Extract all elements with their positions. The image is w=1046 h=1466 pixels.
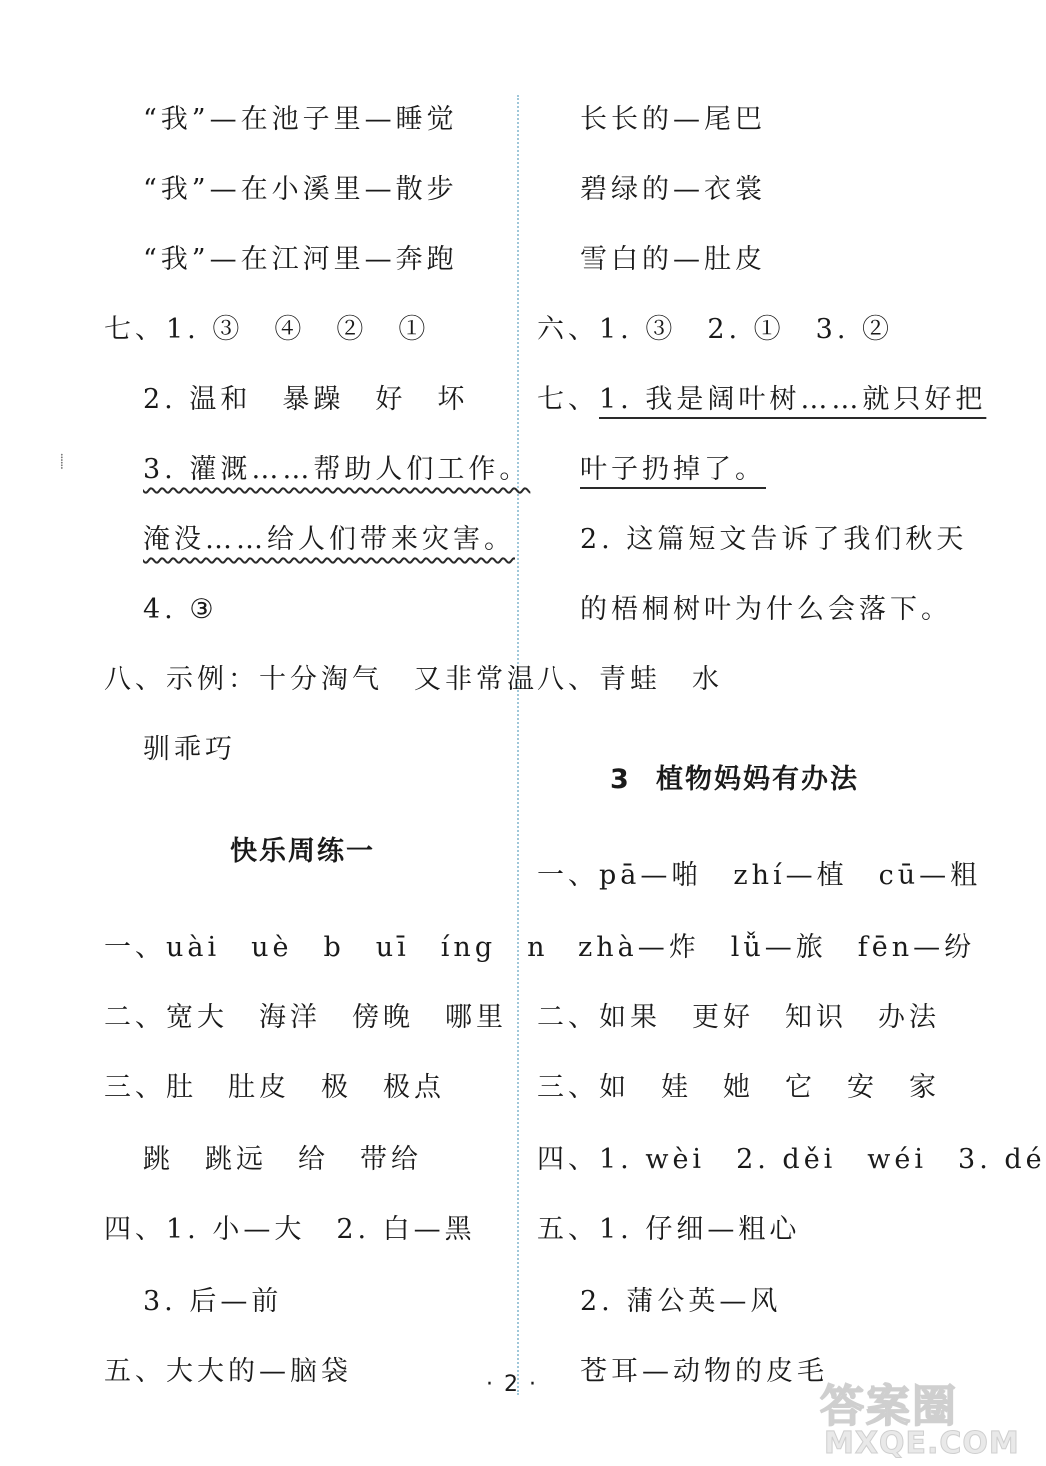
right-line-6 bbox=[580, 452, 766, 488]
left-line-14: 跳 跳远 给 带给 bbox=[143, 1144, 422, 1175]
left-line-9: 八、示例：十分淘气 又非常温 bbox=[104, 664, 538, 695]
left-line-17: 五、大大的—脑袋 bbox=[104, 1356, 352, 1387]
left-line-2: “我”—在小溪里—散步 bbox=[143, 174, 458, 205]
right-line-8: 的梧桐树叶为什么会落下。 bbox=[580, 594, 952, 625]
column-divider bbox=[517, 95, 519, 1395]
left-line-4: 七、1. ③ ④ ② ① bbox=[104, 314, 430, 345]
wavy-underlined-answer-1: 3. 灌溉……帮助人们工作。 bbox=[143, 454, 531, 485]
right-line-9: 八、青蛙 水 bbox=[537, 664, 723, 695]
watermark-logo bbox=[820, 1370, 1020, 1461]
left-line-3: “我”—在江河里—奔跑 bbox=[143, 244, 458, 275]
underlined-answer-1: 1. 我是阔叶树……就只好把 bbox=[599, 384, 987, 415]
watermark-bottom-text: MXQE.COM bbox=[824, 1426, 1020, 1461]
right-line-2: 碧绿的—衣裳 bbox=[580, 174, 766, 205]
watermark-top-text: 答案圈 bbox=[820, 1381, 958, 1432]
right-line-12: 二、如果 更好 知识 办法 bbox=[537, 1002, 940, 1033]
right-line-5 bbox=[537, 382, 986, 418]
right-line-16: 2. 蒲公英—风 bbox=[580, 1286, 782, 1317]
left-line-6 bbox=[143, 452, 530, 488]
left-line-15: 四、1. 小—大 2. 白—黑 bbox=[104, 1214, 476, 1245]
section-heading-lesson-title: 植物妈妈有办法 bbox=[656, 764, 859, 795]
left-line-16: 3. 后—前 bbox=[143, 1286, 283, 1317]
left-line-5: 2. 温和 暴躁 好 坏 bbox=[143, 384, 469, 415]
margin-scan-mark: ⸽ bbox=[60, 454, 64, 470]
left-line-10: 驯乖巧 bbox=[143, 734, 236, 765]
right-line-11: zhà—炸 lǚ—旅 fēn—纷 bbox=[578, 932, 976, 963]
wavy-underlined-answer-2: 淹没……给人们带来灾害。 bbox=[143, 524, 515, 555]
section-heading-lesson-number: 3 bbox=[610, 764, 631, 795]
right-line-15: 五、1. 仔细—粗心 bbox=[537, 1214, 801, 1245]
underlined-answer-2: 叶子扔掉了。 bbox=[580, 454, 766, 485]
left-line-8: 4. ③ bbox=[143, 594, 218, 625]
right-line-7: 2. 这篇短文告诉了我们秋天 bbox=[580, 524, 968, 555]
right-line-13: 三、如 娃 她 它 安 家 bbox=[537, 1072, 940, 1103]
left-line-1: “我”—在池子里—睡觉 bbox=[143, 104, 458, 135]
left-line-13: 三、肚 肚皮 极 极点 bbox=[104, 1072, 445, 1103]
right-line-14: 四、1. wèi 2. děi wéi 3. dé bbox=[537, 1144, 1046, 1175]
left-line-7 bbox=[143, 522, 515, 558]
left-line-12: 二、宽大 海洋 傍晚 哪里 bbox=[104, 1002, 507, 1033]
right-line-3: 雪白的—肚皮 bbox=[580, 244, 766, 275]
right-line-1: 长长的—尾巴 bbox=[580, 104, 766, 135]
right-line-5-prefix: 七、 bbox=[537, 384, 599, 415]
right-line-17: 苍耳—动物的皮毛 bbox=[580, 1356, 828, 1387]
right-line-10: 一、pā—啪 zhí—植 cū—粗 bbox=[537, 860, 982, 891]
right-line-4: 六、1. ③ 2. ① 3. ② bbox=[537, 314, 894, 345]
page-number: · 2 · bbox=[486, 1372, 538, 1397]
left-line-11: 一、uài uè b uī íng n bbox=[104, 932, 549, 963]
section-heading-weekly-practice: 快乐周练一 bbox=[230, 836, 375, 867]
